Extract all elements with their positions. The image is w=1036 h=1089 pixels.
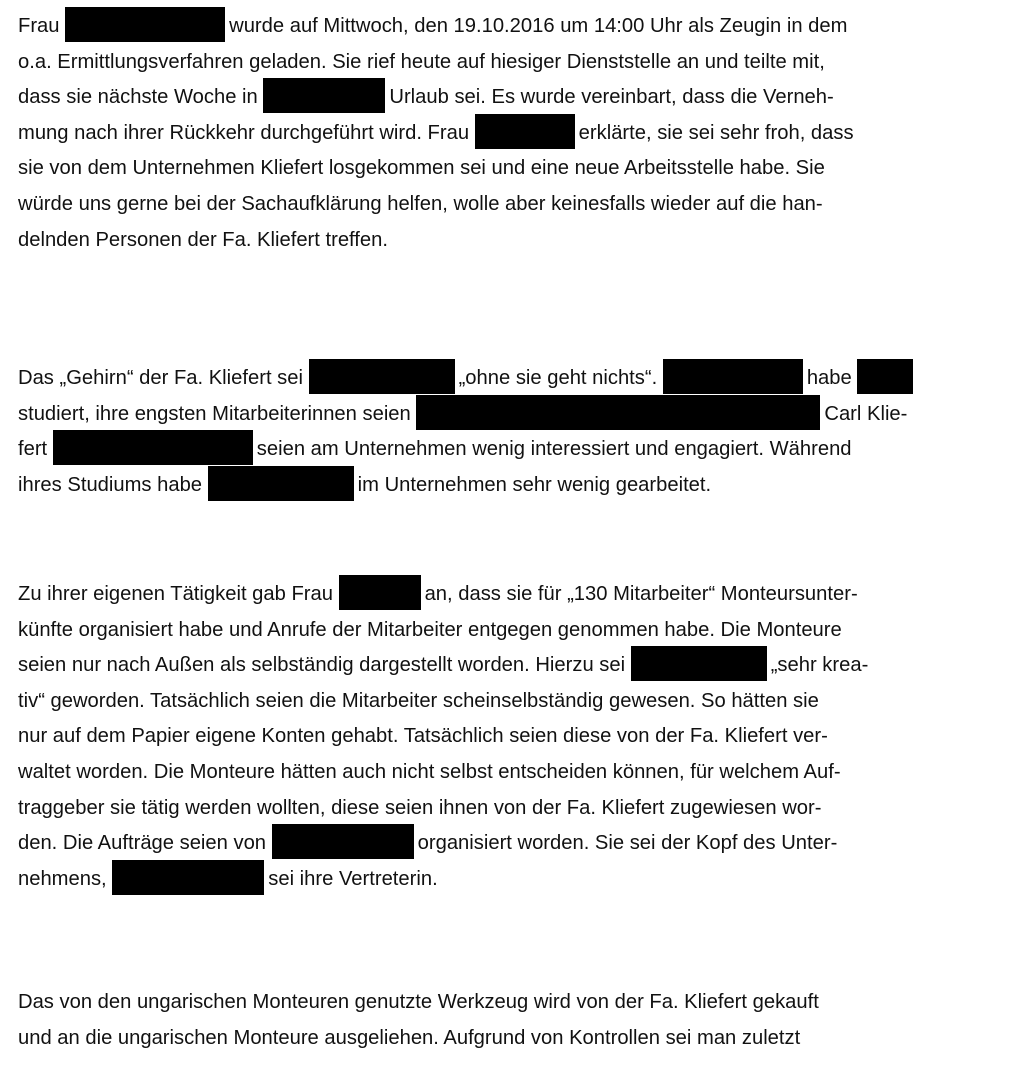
redaction-box (475, 114, 575, 149)
redaction-box (112, 860, 264, 895)
text-segment: nur auf dem Papier eigene Konten gehabt. Tatsächlich seien diese von der Fa. Kliefert ver- (18, 725, 828, 748)
text-segment: Carl Klie- (824, 402, 908, 425)
redaction-box (857, 359, 913, 394)
text-line (18, 79, 834, 115)
text-segment: an, dass sie für „130 Mitarbeiter“ Monteursunter- (424, 583, 858, 605)
redaction-box (53, 430, 253, 465)
redaction-box (339, 575, 421, 610)
text-segment: fert (18, 438, 53, 461)
text-segment: waltet worden. Die Monteure hätten auch nicht selbst entscheiden können, für welchem Auf- (18, 761, 841, 783)
text-segment: ihres Studiums habe (18, 473, 208, 496)
text-segment: habe (806, 367, 858, 389)
text-segment: Zu ihrer eigenen Tätigkeit gab Frau (18, 583, 339, 605)
text-line (18, 222, 388, 258)
text-segment: Das „Gehirn“ der Fa. Kliefert sei (18, 367, 309, 389)
text-segment: seien am Unternehmen wenig interessiert und engagiert. Während (256, 438, 852, 461)
text-segment: traggeber sie tätig werden wollten, diese seien ihnen von der Fa. Kliefert zugewiesen wor- (18, 796, 822, 819)
text-segment: studiert, ihre engsten Mitarbeiterinnen seien (18, 402, 417, 425)
text-segment: „sehr krea- (770, 654, 869, 677)
text-line (18, 647, 868, 683)
text-line (18, 186, 823, 222)
redaction-box (208, 466, 354, 501)
text-line (18, 754, 841, 790)
text-line (18, 8, 847, 44)
text-line (18, 467, 711, 503)
text-segment: erklärte, sie sei sehr froh, dass (578, 121, 854, 144)
text-segment: den. Die Aufträge seien von (18, 832, 272, 855)
redaction-box (631, 646, 767, 681)
text-line (18, 44, 825, 80)
text-line (18, 984, 819, 1020)
text-segment: seien nur nach Außen als selbständig dargestellt worden. Hierzu sei (18, 654, 631, 677)
text-line (18, 718, 828, 754)
text-segment: sie von dem Unternehmen Kliefert losgekommen sei und eine neue Arbeitsstelle habe. Sie (18, 157, 825, 180)
text-segment: tiv“ geworden. Tatsächlich seien die Mitarbeiter scheinselbständig gewesen. So hätten sie (18, 689, 819, 712)
text-line (18, 1020, 800, 1056)
text-segment: mung nach ihrer Rückkehr durchgeführt wird. Frau (18, 121, 475, 144)
text-segment: im Unternehmen sehr wenig gearbeitet. (357, 473, 712, 496)
text-segment: nehmens, (18, 867, 113, 890)
text-segment: „ohne sie geht nichts“. (458, 367, 663, 389)
text-segment: Das von den ungarischen Monteuren genutzte Werkzeug wird von der Fa. Kliefert gekauft (18, 991, 819, 1013)
redaction-box (309, 359, 455, 394)
text-line (18, 861, 438, 897)
text-line (18, 150, 825, 186)
text-segment: sei ihre Vertreterin. (268, 867, 438, 890)
text-line (18, 683, 819, 719)
redaction-box (416, 395, 820, 430)
text-segment: und an die ungarischen Monteure ausgeliehen. Aufgrund von Kontrollen sei man zuletzt (18, 1026, 801, 1049)
text-line (18, 360, 917, 396)
text-segment: wurde auf Mittwoch, den 19.10.2016 um 14:00 Uhr als Zeugin in dem (229, 15, 848, 37)
text-segment: Frau (18, 15, 66, 37)
text-line (18, 825, 837, 861)
text-segment: o.a. Ermittlungsverfahren geladen. Sie rief heute auf hiesiger Dienststelle an und teilte mit, (18, 50, 825, 73)
text-segment: organisiert worden. Sie sei der Kopf des Unter- (417, 832, 838, 855)
redaction-box (65, 7, 225, 42)
text-segment: delnden Personen der Fa. Kliefert treffen. (18, 228, 388, 251)
text-segment: würde uns gerne bei der Sachaufklärung helfen, wolle aber keinesfalls wieder auf die han- (18, 193, 823, 215)
text-segment: Urlaub sei. Es wurde vereinbart, dass die Verneh- (389, 86, 834, 109)
text-segment: dass sie nächste Woche in (18, 86, 264, 109)
redaction-box (263, 78, 385, 113)
redaction-box (272, 824, 414, 859)
text-line (18, 115, 854, 151)
text-line (18, 790, 821, 826)
text-line (18, 612, 842, 648)
text-line (18, 396, 907, 432)
text-segment: künfte organisiert habe und Anrufe der Mitarbeiter entgegen genommen habe. Die Monteure (18, 618, 842, 641)
redaction-box (663, 359, 803, 394)
text-line (18, 431, 852, 467)
text-line (18, 576, 858, 612)
